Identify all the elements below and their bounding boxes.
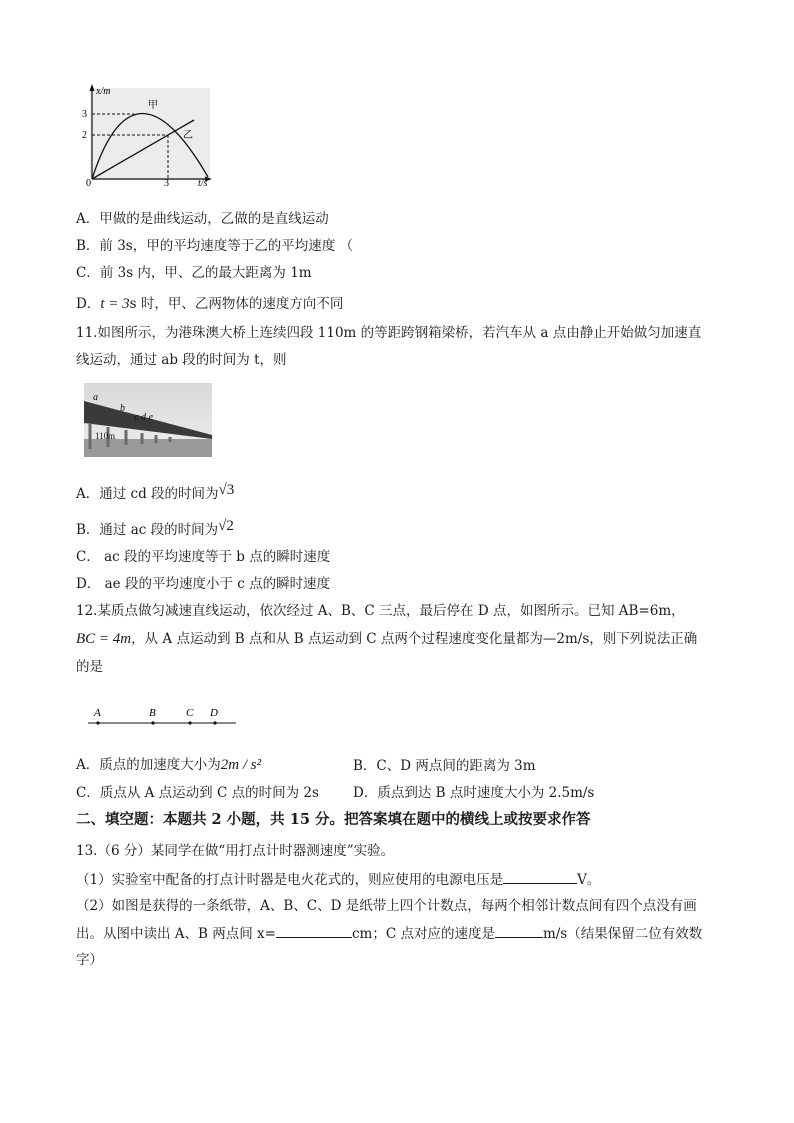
q11-option-b-text: B．通过 ac 段的时间为: [76, 522, 219, 538]
q13-part2-text-a: 出。从图中读出 A、B 两点间 x=: [76, 926, 276, 942]
q10-option-d-math: t = 3: [100, 296, 130, 312]
point-b-label: B: [149, 707, 156, 719]
q10-option-c: C．前 3s 内，甲、乙的最大距离为 1m: [76, 265, 312, 281]
point-b-dot: [151, 721, 154, 724]
origin-label: 0: [86, 178, 91, 188]
q12-option-a-text: A．质点的加速度大小为: [76, 757, 221, 773]
q11-stem-line1: 11.如图所示，为港珠澳大桥上连续四段 110m 的等距跨钢箱梁桥，若汽车从 a 点由静止开始做匀加速直: [76, 325, 702, 341]
x-axis-label: t/s: [198, 178, 208, 188]
q11-option-a: [76, 484, 234, 504]
section2-heading: 二、填空题：本题共 2 小题，共 15 分。把答案填在题中的横线上或按要求作答: [76, 811, 591, 828]
y-tick-2: 2: [82, 130, 87, 141]
q12-option-b: B．C、D 两点间的距离为 3m: [353, 758, 536, 774]
q13-part1-unit: V。: [577, 872, 601, 888]
q13-stem: 13.（6 分）某同学在做“用打点计时器测速度”实验。: [76, 843, 395, 859]
q13-part2-line1: （2）如图是获得的一条纸带，A、B、C、D 是纸带上四个计数点，每两个相邻计数点间有四个点没有画: [76, 898, 697, 914]
q11-stem-line2: 线运动，通过 ab 段的时间为 t，则: [76, 352, 287, 368]
q12-option-a: [76, 755, 261, 775]
point-c-label: C: [186, 707, 194, 719]
point-a-label: A: [94, 707, 101, 719]
q13-part1: [76, 869, 600, 890]
label-jia: 甲: [148, 100, 158, 111]
q10-option-d-prefix: D．: [76, 296, 101, 312]
voltage-blank[interactable]: [503, 869, 577, 884]
label-yi: 乙: [183, 130, 193, 141]
q10-option-d-suffix: s 时，甲、乙两物体的速度方向不同: [129, 296, 344, 312]
q12-stem-math: BC = 4m: [76, 631, 132, 647]
q12-stem-line1: 12.某质点做匀减速直线运动，依次经过 A、B、C 三点，最后停在 D 点，如图所示。已知 AB=6m，: [76, 603, 685, 619]
point-d-dot: [213, 721, 216, 724]
point-d-label: D: [210, 707, 218, 719]
q11-option-b-math: √2: [218, 518, 234, 534]
q13-part2-line3: 字）: [76, 952, 103, 968]
xt-graph: [82, 82, 218, 188]
q13-part2-text-b: cm；C 点对应的速度是: [351, 926, 495, 942]
q11-option-a-math: √3: [218, 482, 235, 498]
q12-option-d: D．质点到达 B 点时速度大小为 2.5m/s: [353, 785, 595, 801]
q12-stem-line2-text: ，从 A 点运动到 B 点和从 B 点运动到 C 点两个过程速度变化量都为—2m/s，则下列说法正确: [131, 631, 698, 647]
q13-part2-line2: [76, 923, 702, 944]
q12-option-a-math: 2m / s²: [220, 757, 262, 773]
y-axis-arrow: [90, 84, 95, 91]
q10-option-d: [76, 294, 343, 314]
y-tick-3: 3: [82, 109, 87, 120]
q13-part2-text-c: m/s（结果保留二位有效数: [542, 926, 703, 942]
distance-blank[interactable]: [276, 923, 352, 938]
q11-option-c: C． ac 段的平均速度等于 b 点的瞬时速度: [76, 549, 331, 565]
photo-water: [84, 439, 212, 457]
photo-label-a: a: [93, 392, 98, 403]
q10-option-b: B．前 3s，甲的平均速度等于乙的平均速度 （: [76, 238, 354, 254]
q11-option-b: [76, 520, 234, 540]
photo-label-b: b: [120, 403, 125, 414]
photo-label-length: 110m: [95, 431, 116, 441]
point-a-dot: [96, 721, 99, 724]
x-tick-3: 3: [164, 178, 169, 188]
photo-label-cde: c d e: [134, 412, 153, 423]
q10-option-a: A．甲做的是曲线运动，乙做的是直线运动: [76, 211, 329, 227]
y-axis-label: x/m: [96, 86, 111, 97]
q12-stem-line2: [76, 629, 697, 649]
points-diagram: [88, 704, 240, 730]
q12-option-c: C．质点从 A 点运动到 C 点的时间为 2s: [76, 785, 319, 801]
q12-stem-line3: 的是: [76, 659, 103, 675]
point-c-dot: [188, 721, 191, 724]
q11-option-a-text: A．通过 cd 段的时间为: [76, 486, 219, 502]
q11-option-d: D． ae 段的平均速度小于 c 点的瞬时速度: [76, 576, 331, 592]
velocity-blank[interactable]: [495, 923, 543, 938]
q13-part1-text: （1）实验室中配备的打点计时器是电火花式的，则应使用的电源电压是: [76, 872, 504, 888]
bridge-photo: [84, 383, 212, 457]
